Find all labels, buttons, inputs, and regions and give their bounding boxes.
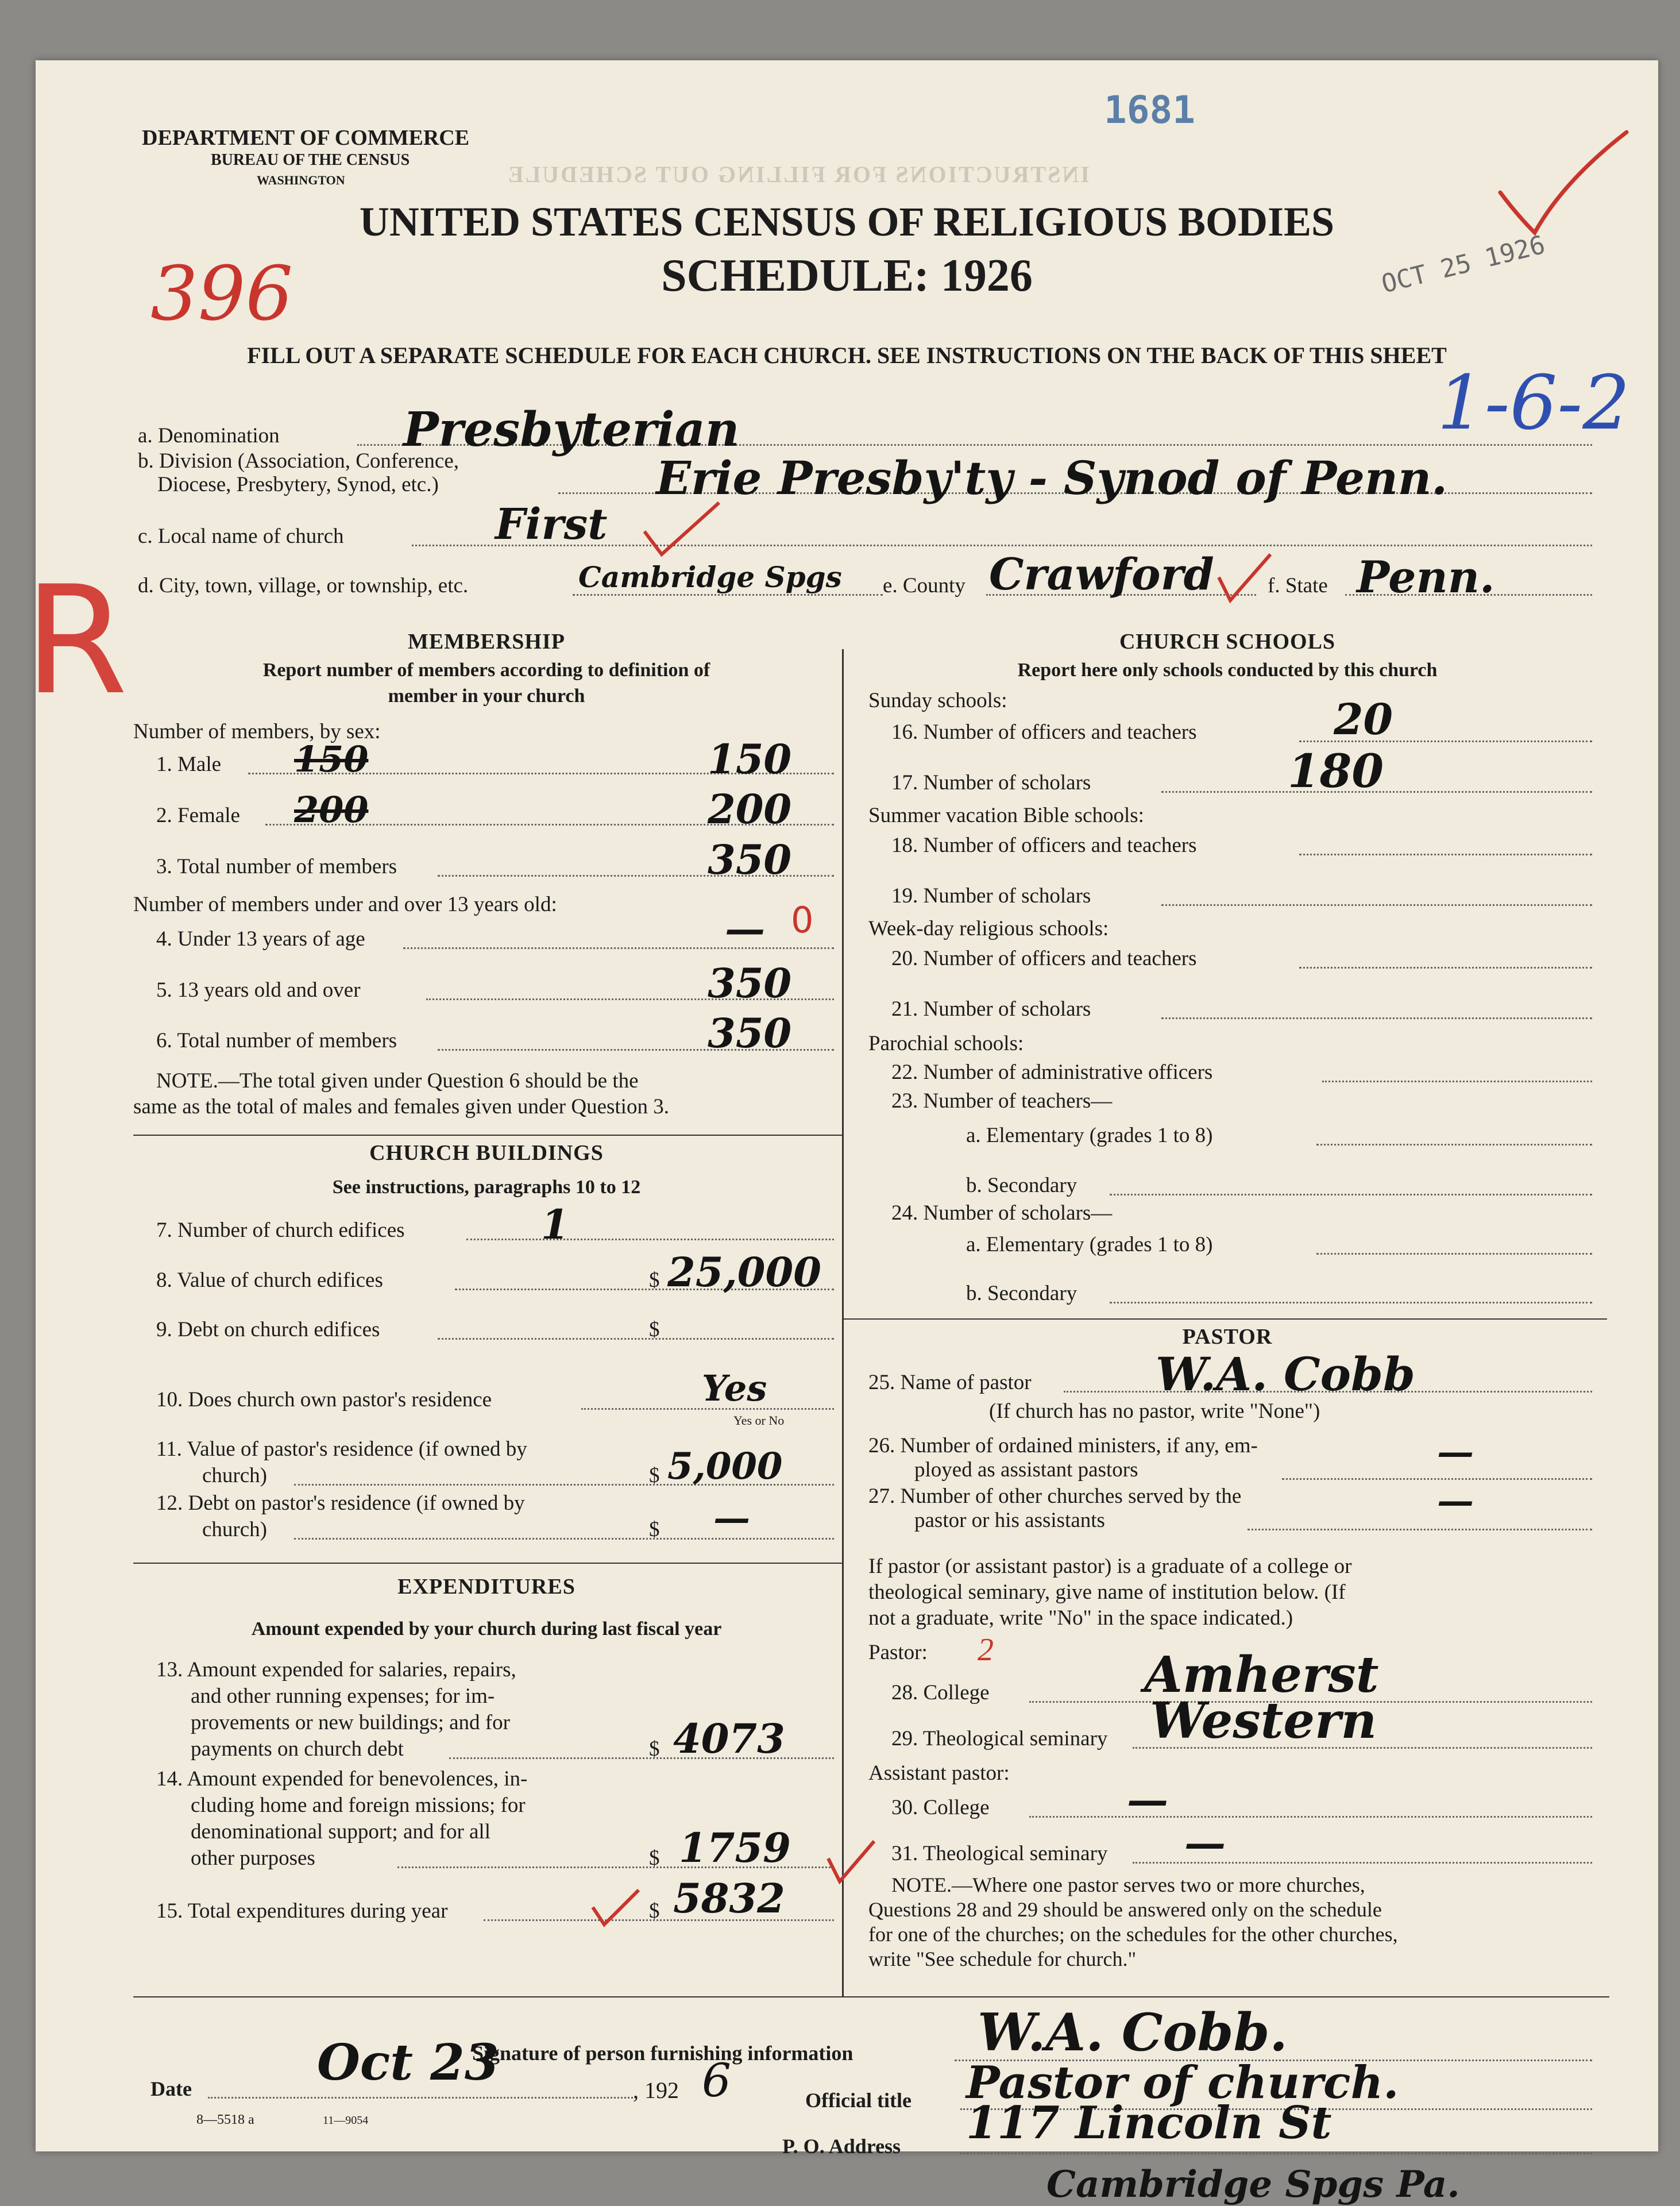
q25-note: (If church has no pastor, write "None")	[989, 1399, 1320, 1423]
dollar-sign: $	[649, 1737, 660, 1761]
q14-label: 14. Amount expended for benevolences, in-	[156, 1767, 528, 1791]
q14-label-2: cluding home and foreign missions; for	[191, 1794, 526, 1817]
q1-struck-value: 150	[294, 738, 369, 780]
q23b-line	[1110, 1194, 1592, 1195]
q27-line	[1248, 1529, 1592, 1530]
q14-value: 1759	[679, 1824, 791, 1872]
county-value: Crawford	[989, 549, 1214, 600]
state-value: Penn.	[1357, 552, 1495, 603]
denomination-value: Presbyterian	[403, 402, 740, 457]
q12-value: —	[713, 1497, 750, 1540]
q13-label-3: provements or new buildings; and for	[191, 1711, 510, 1734]
q14-label-3: denominational support; and for all	[191, 1820, 491, 1844]
q27-label-2: pastor or his assistants	[914, 1509, 1105, 1532]
grad-text-2: theological seminary, give name of institution below. (If	[868, 1580, 1346, 1604]
q9-label: 9. Debt on church edifices	[156, 1318, 380, 1341]
membership-sub1: Report number of members according to definition of	[262, 660, 710, 681]
q27-label: 27. Number of other churches served by the	[868, 1484, 1242, 1508]
q21-label: 21. Number of scholars	[891, 997, 1091, 1021]
q22-label: 22. Number of administrative officers	[891, 1060, 1213, 1084]
q23a-line	[1316, 1144, 1592, 1146]
weekday-label: Week-day religious schools:	[868, 917, 1109, 940]
q29-value: Western	[1150, 1692, 1377, 1750]
state-label: f. State	[1268, 574, 1328, 597]
q20-label: 20. Number of officers and teachers	[891, 947, 1197, 970]
q30-label: 30. College	[891, 1796, 990, 1819]
year-digit: 6	[702, 2054, 731, 2107]
city-line	[573, 594, 883, 596]
q4-line	[403, 947, 834, 949]
check-mark-icon	[1213, 549, 1276, 612]
by-sex-label: Number of members, by sex:	[133, 720, 381, 743]
q6-value: 350	[708, 1009, 792, 1057]
section-rule	[133, 1135, 842, 1136]
q1-label: 1. Male	[156, 753, 222, 776]
dollar-sign: $	[649, 1268, 660, 1292]
q4-label: 4. Under 13 years of age	[156, 927, 365, 951]
year-prefix: , 192	[633, 2077, 679, 2103]
q13-label: 13. Amount expended for salaries, repairs,	[156, 1658, 516, 1682]
q11-label: 11. Value of pastor's residence (if owned by	[156, 1437, 527, 1461]
q2-struck-value: 200	[294, 789, 369, 831]
date-value: Oct 23	[317, 2034, 499, 2092]
q16-value: 20	[1334, 695, 1393, 745]
q21-line	[1161, 1017, 1592, 1019]
q19-label: 19. Number of scholars	[891, 884, 1091, 908]
q6-label: 6. Total number of members	[156, 1029, 397, 1052]
city-label: d. City, town, village, or township, etc.	[138, 574, 469, 597]
q20-line	[1299, 967, 1592, 969]
q28-label: 28. College	[891, 1681, 990, 1704]
membership-heading: MEMBERSHIP	[408, 630, 565, 654]
check-mark-icon	[639, 497, 725, 566]
official-title-label: Official title	[805, 2089, 912, 2112]
q31-label: 31. Theological seminary	[891, 1842, 1108, 1865]
city-value: Cambridge Spgs	[578, 560, 842, 594]
instructions-banner: FILL OUT A SEPARATE SCHEDULE FOR EACH CHURCH. SEE INSTRUCTIONS ON THE BACK OF THIS SHEET	[247, 342, 1447, 368]
q11-value: 5,000	[667, 1445, 783, 1488]
q27-value: —	[1437, 1479, 1474, 1522]
q23b-label: b. Secondary	[966, 1174, 1077, 1197]
check-mark-icon	[822, 1835, 880, 1887]
q1-value: 150	[708, 735, 792, 783]
official-title-value: Pastor of church.	[966, 2057, 1399, 2109]
q24b-line	[1110, 1302, 1592, 1303]
membership-note1: NOTE.—The total given under Question 6 should be the	[156, 1069, 639, 1093]
grad-text-1: If pastor (or assistant pastor) is a graduate of a college or	[868, 1555, 1352, 1578]
q14-label-4: other purposes	[191, 1846, 315, 1870]
q3-value: 350	[708, 836, 792, 884]
po-address-label: P. O. Address	[782, 2135, 901, 2158]
q8-value: 25,000	[667, 1248, 821, 1296]
q17-value: 180	[1288, 744, 1384, 798]
pastor-note-2: Questions 28 and 29 should be answered only on the schedule	[868, 1898, 1382, 1921]
form-number-2: 11—9054	[323, 2114, 369, 2127]
q13-label-4: payments on church debt	[191, 1737, 404, 1761]
q10-value: Yes	[702, 1367, 767, 1409]
dollar-sign: $	[649, 1518, 660, 1541]
denomination-label: a. Denomination	[138, 424, 280, 448]
q28-value: Amherst	[1144, 1646, 1379, 1704]
title-line2: SCHEDULE: 1926	[661, 250, 1033, 301]
q25-label: 25. Name of pastor	[868, 1371, 1032, 1394]
summer-label: Summer vacation Bible schools:	[868, 804, 1144, 827]
pastor-note-3: for one of the churches; on the schedules for the other churches,	[868, 1923, 1398, 1946]
po-address-line	[960, 2153, 1592, 2154]
q7-value: 1	[541, 1201, 569, 1248]
membership-sub2: member in your church	[388, 685, 585, 707]
q30-value: —	[1127, 1775, 1168, 1824]
q12-label-2: church)	[202, 1518, 267, 1541]
q23-label: 23. Number of teachers—	[891, 1089, 1113, 1113]
sunday-label: Sunday schools:	[868, 689, 1007, 712]
q18-label: 18. Number of officers and teachers	[891, 834, 1197, 857]
handwritten-number: 396	[150, 250, 293, 337]
bleed-through-heading: INSTRUCTIONS FOR FILLING OUT SCHEDULE	[507, 161, 1090, 187]
q13-value: 4073	[673, 1715, 785, 1763]
q29-label: 29. Theological seminary	[891, 1727, 1108, 1750]
q26-label: 26. Number of ordained ministers, if any, em-	[868, 1434, 1258, 1457]
q12-line	[294, 1538, 834, 1540]
schools-sub: Report here only schools conducted by this church	[1017, 660, 1438, 681]
check-mark-icon	[587, 1884, 644, 1930]
buildings-heading: CHURCH BUILDINGS	[369, 1141, 604, 1165]
pastor-sub-label: Pastor:	[868, 1641, 928, 1664]
buildings-sub: See instructions, paragraphs 10 to 12	[332, 1177, 641, 1198]
q15-label: 15. Total expenditures during year	[156, 1899, 448, 1923]
column-divider	[842, 649, 844, 1996]
q9-line	[438, 1338, 834, 1340]
q25-value: W.A. Cobb	[1156, 1347, 1415, 1401]
section-rule	[133, 1996, 1609, 1997]
q30-line	[1029, 1816, 1592, 1818]
pastor-note-4: write "See schedule for church."	[868, 1947, 1137, 1970]
q2-value: 200	[708, 785, 792, 833]
q13-label-2: and other running expenses; for im-	[191, 1684, 495, 1708]
q16-label: 16. Number of officers and teachers	[891, 720, 1197, 744]
q10-label: 10. Does church own pastor's residence	[156, 1388, 492, 1411]
division-label-2: Diocese, Presbytery, Synod, etc.)	[157, 473, 439, 496]
q31-value: —	[1184, 1818, 1226, 1867]
q8-label: 8. Value of church edifices	[156, 1268, 383, 1292]
q7-label: 7. Number of church edifices	[156, 1218, 405, 1242]
received-date-stamp: OCT 25 1926	[1378, 230, 1548, 299]
po-address-value: 117 Lincoln St	[966, 2097, 1332, 2149]
blue-code: 1-6-2	[1437, 359, 1630, 446]
q18-line	[1299, 854, 1592, 855]
q24-label: 24. Number of scholars—	[891, 1201, 1113, 1225]
q12-label: 12. Debt on pastor's residence (if owned by	[156, 1491, 525, 1515]
q5-value: 350	[708, 959, 792, 1007]
dept-line3: WASHINGTON	[257, 173, 345, 187]
under-over-label: Number of members under and over 13 years old:	[133, 893, 557, 916]
dollar-sign: $	[649, 1318, 660, 1341]
po-address-value-2: Cambridge Spgs Pa.	[1046, 2163, 1460, 2206]
handwritten-letter: R	[24, 554, 128, 728]
dept-line2: BUREAU OF THE CENSUS	[211, 151, 410, 169]
stamp-number: 1681	[1104, 88, 1195, 132]
q26-label-2: ployed as assistant pastors	[914, 1458, 1138, 1482]
division-value: Erie Presby'ty - Synod of Penn.	[656, 451, 1448, 505]
grad-text-3: not a graduate, write "No" in the space indicated.)	[868, 1606, 1293, 1630]
local-name-value: First	[495, 500, 608, 549]
q24b-label: b. Secondary	[966, 1282, 1077, 1305]
q7-line	[466, 1239, 834, 1240]
q3-label: 3. Total number of members	[156, 855, 397, 878]
date-line	[208, 2097, 633, 2099]
q22-line	[1322, 1081, 1592, 1082]
expenditures-heading: EXPENDITURES	[397, 1575, 576, 1599]
section-rule	[133, 1563, 842, 1564]
check-mark-icon	[1494, 124, 1632, 250]
local-name-label: c. Local name of church	[138, 524, 344, 548]
membership-note2: same as the total of males and females given under Question 3.	[133, 1095, 669, 1119]
q11-label-2: church)	[202, 1464, 267, 1487]
dept-line1: DEPARTMENT OF COMMERCE	[142, 126, 470, 150]
yes-no-hint: Yes or No	[733, 1413, 785, 1428]
q24a-line	[1316, 1253, 1592, 1255]
q4-red-mark: 0	[791, 899, 814, 941]
dollar-sign: $	[649, 1899, 660, 1923]
schools-heading: CHURCH SCHOOLS	[1119, 630, 1336, 654]
q26-value: —	[1437, 1430, 1474, 1474]
q15-value: 5832	[673, 1875, 785, 1922]
q2-label: 2. Female	[156, 804, 240, 827]
signature-value: W.A. Cobb.	[978, 2002, 1288, 2063]
assistant-label: Assistant pastor:	[868, 1761, 1010, 1785]
title-line1: UNITED STATES CENSUS OF RELIGIOUS BODIES	[359, 199, 1335, 245]
q5-label: 5. 13 years old and over	[156, 978, 361, 1002]
q17-label: 17. Number of scholars	[891, 771, 1091, 795]
pastor-heading: PASTOR	[1182, 1325, 1273, 1349]
section-rule	[843, 1318, 1607, 1320]
pastor-red-mark: 2	[978, 1632, 994, 1668]
dollar-sign: $	[649, 1846, 660, 1870]
pastor-note-1: NOTE.—Where one pastor serves two or more churches,	[891, 1873, 1365, 1896]
signature-label: Signature of person furnishing information	[472, 2042, 853, 2065]
q4-value: —	[725, 905, 765, 952]
parochial-label: Parochial schools:	[868, 1032, 1024, 1055]
q24a-label: a. Elementary (grades 1 to 8)	[966, 1233, 1213, 1256]
expenditures-sub: Amount expended by your church during last fiscal year	[251, 1618, 722, 1640]
q23a-label: a. Elementary (grades 1 to 8)	[966, 1124, 1213, 1147]
form-number: 8—5518 a	[196, 2112, 254, 2127]
date-label: Date	[150, 2077, 192, 2100]
division-label: b. Division (Association, Conference,	[138, 449, 459, 473]
schedule-sheet	[24, 60, 1658, 2206]
county-label: e. County	[883, 574, 965, 597]
q19-line	[1161, 904, 1592, 906]
dollar-sign: $	[649, 1464, 660, 1487]
